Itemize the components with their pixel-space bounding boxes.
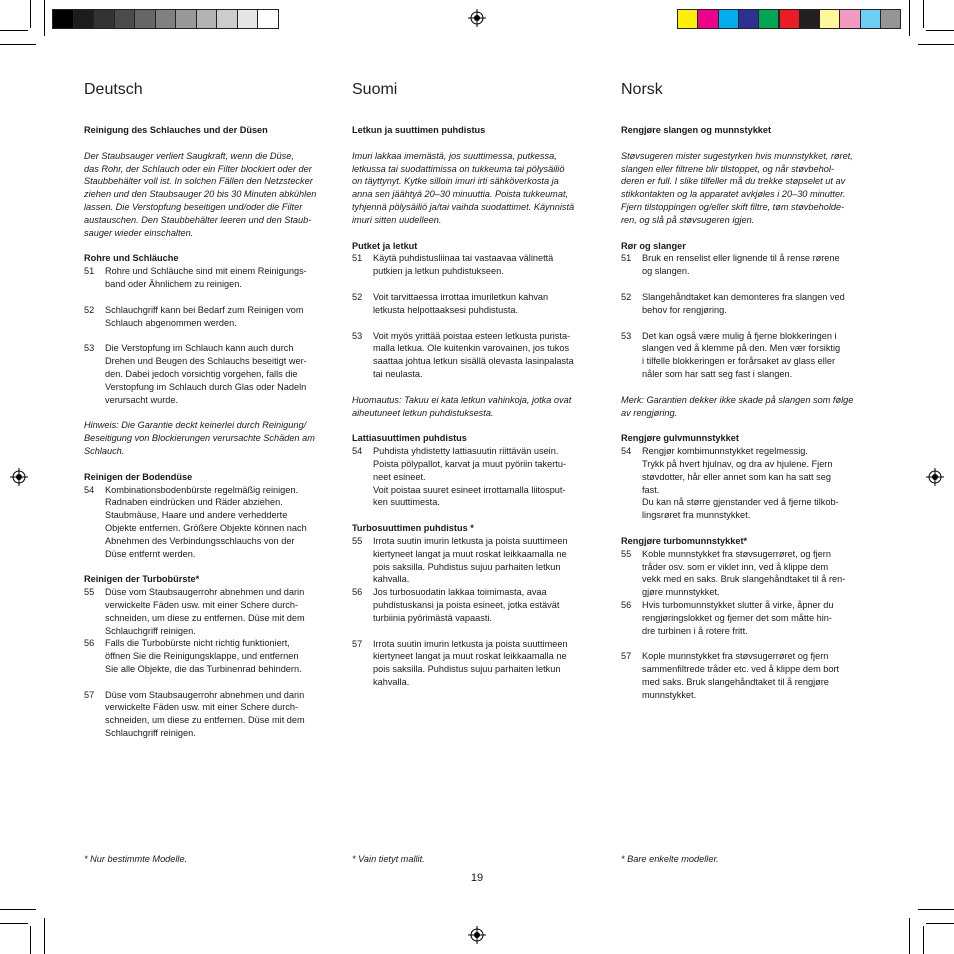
numbered-item <box>84 484 332 561</box>
text-line: munnstykket. <box>642 689 697 700</box>
crop-mark <box>30 0 31 28</box>
item-text <box>373 445 600 509</box>
item-text <box>642 599 869 637</box>
text-line: letkusta helpottaaksesi puhdistusta. <box>373 304 519 315</box>
italic-paragraph <box>621 394 869 420</box>
text-line: ziehen und den Staubsauger 20 bis 30 Minuten abkühlen <box>84 189 317 200</box>
section-heading: Rør og slanger <box>621 240 686 251</box>
item-text <box>105 637 332 675</box>
text-line: Koble munnstykket fra støvsugerrøret, og fjern <box>642 548 831 559</box>
text-line: tai neulasta. <box>373 368 423 379</box>
color-swatch <box>134 9 156 29</box>
text-line: ren, og slå på støvsugeren igjen. <box>621 214 755 225</box>
spacer <box>352 278 600 291</box>
spacer <box>621 637 869 650</box>
section-heading: Reinigen der Turbobürste* <box>84 574 200 585</box>
text-line: Kople munnstykket fra støvsugerrøret og fjern <box>642 651 829 662</box>
text-line: pois saksilla. Puhdistus sujuu parhaiten letkun <box>373 664 561 675</box>
spacer <box>84 329 332 342</box>
numbered-item <box>84 304 332 330</box>
text-line: Rohre und Schläuche sind mit einem Reinigungs- <box>105 266 307 277</box>
text-line: Irrota suutin imurin letkusta ja poista suuttimeen <box>373 638 568 649</box>
text-line: Rengjør kombimunnstykket regelmessig. <box>642 446 808 457</box>
column-body <box>621 124 869 701</box>
section-heading: Lattiasuuttimen puhdistus <box>352 433 467 444</box>
text-line: kiertyneet langat ja muut roskat leikkaamalla ne <box>373 651 567 662</box>
text-line: nåler som har satt seg fast i slangen. <box>642 368 793 379</box>
text-line: Irrota suutin imurin letkusta ja poista suuttimeen <box>373 535 568 546</box>
text-line: kiertyneet langat ja muut roskat leikkaamalla ne <box>373 548 567 559</box>
spacer <box>352 381 600 394</box>
text-line: Radnaben eindrücken und Räder abziehen. <box>105 497 283 508</box>
spacer <box>84 560 332 573</box>
spacer <box>84 291 332 304</box>
item-number: 53 <box>352 330 363 341</box>
item-number: 52 <box>84 304 95 315</box>
spacer <box>84 458 332 471</box>
color-swatch <box>93 9 115 29</box>
page-number: 19 <box>470 872 484 884</box>
crop-mark <box>926 923 954 924</box>
text-line: Voit poistaa suuret esineet irrottamalla liitosput- <box>373 484 566 495</box>
text-line: verwickelte Fäden usw. mit einer Schere durch- <box>105 702 299 713</box>
text-line: lingsrøret fra munnstykket. <box>642 510 751 521</box>
text-line: Kombinationsbodenbürste regelmäßig reinigen. <box>105 484 299 495</box>
color-swatch <box>52 9 74 29</box>
spacer <box>84 676 332 689</box>
text-line: Käytä puhdistusliinaa tai vastaavaa välinettä <box>373 253 554 264</box>
item-text <box>373 638 600 689</box>
text-line: sammenfiltrede tråder etc. ved å klippe dem bort <box>642 664 840 675</box>
text-line: Slangehåndtaket kan demonteres fra slangen ved <box>642 291 845 302</box>
section-heading: Rengjøre gulvmunnstykket <box>621 433 739 444</box>
spacer <box>352 227 600 240</box>
text-line: Schlauchgriff kann bei Bedarf zum Reinigen vom <box>105 304 304 315</box>
crop-mark <box>926 30 954 31</box>
text-line: Merk: Garantien dekker ikke skade på slangen som følge <box>621 394 854 405</box>
text-line: Fjern tilstoppingen og/eller skift filtre, tøm støvbeholde- <box>621 201 845 212</box>
item-text <box>373 330 600 381</box>
registration-mark-icon <box>10 468 28 486</box>
text-line: ken suuttimesta. <box>373 497 440 508</box>
text-line: Der Staubsauger verliert Saugkraft, wenn die Düse, <box>84 150 294 161</box>
column-body <box>84 124 332 740</box>
text-line: Drehen und Beugen des Schlauchs beseitigt wer- <box>105 356 307 367</box>
section-heading: Putket ja letkut <box>352 240 418 251</box>
text-line: Sie alle Objekte, die das Turbinenrad behindern. <box>105 663 302 674</box>
text-line: Hvis turbomunnstykket slutter å virke, åpner du <box>642 599 834 610</box>
text-line: Jos turbosuodatin lakkaa toimimasta, avaa <box>373 587 547 598</box>
text-line: slangen ved å klemme på den. Men vær forsiktig <box>642 343 841 354</box>
column-suomi <box>352 80 600 689</box>
text-line: Abnehmen des Verbindungsschlauchs von der <box>105 535 295 546</box>
item-number: 57 <box>84 689 95 700</box>
text-line: Bruk en renselist eller lignende til å rense rørene <box>642 253 840 264</box>
spacer <box>621 522 869 535</box>
numbered-item <box>352 291 600 317</box>
spacer <box>621 137 869 150</box>
spacer <box>84 137 332 150</box>
text-line: verursacht wurde. <box>105 394 179 405</box>
item-number: 51 <box>84 266 95 277</box>
text-line: Imuri lakkaa imemästä, jos suuttimessa, putkessa, <box>352 150 557 161</box>
item-number: 53 <box>84 343 95 354</box>
column-norsk <box>621 80 869 701</box>
color-swatch <box>114 9 136 29</box>
text-line: Poista pölypallot, karvat ja muut pyöriin takertu- <box>373 458 567 469</box>
footnote: * Bare enkelte modeller. <box>621 854 719 864</box>
numbered-item <box>621 252 869 278</box>
item-text <box>105 484 332 561</box>
numbered-item <box>352 586 600 624</box>
italic-paragraph <box>84 419 332 457</box>
numbered-item <box>84 689 332 740</box>
color-swatch <box>216 9 238 29</box>
text-line: austauschen. Den Staubbehälter leeren und den Staub- <box>84 214 312 225</box>
item-text <box>105 689 332 740</box>
color-swatch <box>779 9 800 29</box>
color-swatch <box>175 9 197 29</box>
crop-mark <box>918 44 954 45</box>
italic-paragraph <box>352 150 600 227</box>
crop-mark <box>44 0 45 36</box>
item-number: 55 <box>352 535 363 546</box>
text-line: Objekte entfernen. Größere Objekte können nach <box>105 522 307 533</box>
crop-mark <box>30 926 31 954</box>
item-number: 55 <box>84 587 95 598</box>
item-text <box>642 650 869 701</box>
text-line: kahvalla. <box>373 574 410 585</box>
color-swatch <box>758 9 779 29</box>
text-line: Schlauch abgenommen werden. <box>105 317 237 328</box>
color-swatch <box>860 9 881 29</box>
text-line: aiheutuneet letkun puhdistuksesta. <box>352 407 494 418</box>
section-heading: Rohre und Schläuche <box>84 253 179 264</box>
text-line: rengjøringslokket og fjerner det som måtte hin- <box>642 612 832 623</box>
section-heading: Rengjøre turbomunnstykket* <box>621 535 748 546</box>
spacer <box>352 509 600 522</box>
spacer <box>621 419 869 432</box>
item-text <box>642 252 869 278</box>
text-line: putkien ja letkun puhdistukseen. <box>373 266 504 277</box>
spacer <box>352 137 600 150</box>
text-line: imuri sitten uudelleen. <box>352 214 442 225</box>
text-line: Falls die Turbobürste nicht richtig funktioniert, <box>105 638 290 649</box>
numbered-item <box>621 650 869 701</box>
numbered-item <box>84 586 332 637</box>
spacer <box>352 419 600 432</box>
text-line: puhdistuskansi ja poista esineet, jotka estävät <box>373 599 560 610</box>
text-line: Düse entfernt werden. <box>105 548 196 559</box>
text-line: vekk med en saks. Bruk slangehåndtaket til å ren- <box>642 574 846 585</box>
item-number: 56 <box>621 599 632 610</box>
language-heading: Suomi <box>352 81 398 98</box>
item-text <box>642 548 869 599</box>
text-line: Schlauchgriff reinigen. <box>105 728 196 739</box>
text-line: fast. <box>642 484 660 495</box>
spacer <box>84 239 332 252</box>
spacer <box>621 227 869 240</box>
spacer <box>352 625 600 638</box>
color-swatch <box>196 9 218 29</box>
text-line: letkussa tai suodattimissa on tukkeuma tai pölysäiliö <box>352 163 565 174</box>
item-text <box>105 586 332 637</box>
text-line: malla letkua. Ole kuitenkin varovainen, jos tukos <box>373 343 570 354</box>
item-number: 56 <box>352 587 363 598</box>
color-swatch <box>738 9 759 29</box>
color-swatch <box>257 9 279 29</box>
text-line: schneiden, um diese zu entfernen. Düse mit dem <box>105 715 305 726</box>
text-line: av rengjøring. <box>621 407 678 418</box>
crop-mark <box>0 923 28 924</box>
item-number: 54 <box>84 484 95 495</box>
text-line: Düse vom Staubsaugerrohr abnehmen und darin <box>105 689 305 700</box>
text-line: pois saksilla. Puhdistus sujuu parhaiten letkun <box>373 561 561 572</box>
registration-mark-icon <box>468 926 486 944</box>
language-heading: Deutsch <box>84 81 143 98</box>
item-number: 54 <box>352 446 363 457</box>
section-heading: Turbosuuttimen puhdistus * <box>352 523 474 534</box>
text-line: i tilfelle blokkeringen er forårsaket av glass eller <box>642 356 836 367</box>
language-heading: Norsk <box>621 81 663 98</box>
item-text <box>373 535 600 586</box>
text-line: schneiden, um diese zu entfernen. Düse mit dem <box>105 612 305 623</box>
item-number: 57 <box>352 638 363 649</box>
crop-mark <box>44 918 45 954</box>
text-line: Die Verstopfung im Schlauch kann auch durch <box>105 343 294 354</box>
item-number: 56 <box>84 638 95 649</box>
italic-paragraph <box>352 394 600 420</box>
item-number: 53 <box>621 330 632 341</box>
item-number: 51 <box>621 253 632 264</box>
text-line: Schlauch. <box>84 445 125 456</box>
crop-mark <box>909 0 910 36</box>
text-line: med saks. Bruk slangehåndtaket til å rengjøre <box>642 676 829 687</box>
text-line: öffnen Sie die Reinigungsklappe, und entfernen <box>105 651 299 662</box>
crop-mark <box>923 0 924 28</box>
text-line: dre turbinen i å rotere fritt. <box>642 625 748 636</box>
numbered-item <box>621 548 869 599</box>
numbered-item <box>621 291 869 317</box>
color-swatch <box>697 9 718 29</box>
item-text <box>373 252 600 278</box>
color-swatch <box>839 9 860 29</box>
text-line: kahvalla. <box>373 676 410 687</box>
text-line: Staubbehälter voll ist. In solchen Fällen den Netzstecker <box>84 176 313 187</box>
item-text <box>105 265 332 291</box>
text-line: tråder osv. som er viklet inn, ved å klippe dem <box>642 561 829 572</box>
text-line: band oder Ähnlichem zu reinigen. <box>105 278 242 289</box>
numbered-item <box>352 445 600 509</box>
numbered-item <box>84 342 332 406</box>
text-line: Schlauchgriff reinigen. <box>105 625 196 636</box>
text-line: Voit myös yrittää poistaa esteen letkusta purista- <box>373 330 571 341</box>
text-line: neet esineet. <box>373 471 426 482</box>
item-text <box>105 342 332 406</box>
crop-mark <box>923 926 924 954</box>
text-line: Støvsugeren mister sugestyrken hvis munnstykket, røret, <box>621 150 853 161</box>
crop-mark <box>909 918 910 954</box>
color-swatch <box>155 9 177 29</box>
item-text <box>642 330 869 381</box>
text-line: deren er full. I slike tilfeller må du trekke støpselet ut av <box>621 176 846 187</box>
section-heading: Reinigung des Schlauches und der Düsen <box>84 125 268 135</box>
color-swatch <box>819 9 840 29</box>
crop-mark <box>0 44 36 45</box>
text-line: Beseitigung von Blockierungen verursachte Schäden am <box>84 433 315 444</box>
footnote: * Nur bestimmte Modelle. <box>84 854 188 864</box>
numbered-item <box>84 637 332 675</box>
text-line: Det kan også være mulig å fjerne blokkeringen i <box>642 330 837 341</box>
spacer <box>621 278 869 291</box>
numbered-item <box>352 330 600 381</box>
color-swatch <box>73 9 95 29</box>
section-heading: Letkun ja suuttimen puhdistus <box>352 125 486 135</box>
item-number: 51 <box>352 253 363 264</box>
text-line: saattaa johtua letkun sisällä olevasta lasinpalasta <box>373 356 574 367</box>
item-text <box>373 291 600 317</box>
color-swatch <box>799 9 820 29</box>
text-line: sauger wieder einschalten. <box>84 227 194 238</box>
item-number: 52 <box>352 291 363 302</box>
column-body <box>352 124 600 689</box>
numbered-item <box>621 599 869 637</box>
text-line: anna sen jäähtyä 20–30 minuuttia. Poista tukkeumat, <box>352 189 569 200</box>
color-swatch <box>880 9 901 29</box>
text-line: lassen. Die Verstopfung beseitigen und/oder die Filter <box>84 201 303 212</box>
item-number: 57 <box>621 651 632 662</box>
text-line: Trykk på hvert hjulnav, og dra av hjulene. Fjern <box>642 458 833 469</box>
text-line: Hinweis: Die Garantie deckt keinerlei durch Reinigung/ <box>84 420 307 431</box>
section-heading: Rengjøre slangen og munnstykket <box>621 125 772 135</box>
text-line: turbiinia pyörimästä vapaasti. <box>373 612 492 623</box>
numbered-item <box>352 535 600 586</box>
text-line: Voit tarvittaessa irrottaa imuriletkun kahvan <box>373 291 549 302</box>
text-line: tyhjennä pölysäiliö ja/tai vaihda suodattimet. Käynnistä <box>352 201 575 212</box>
spacer <box>621 381 869 394</box>
item-text <box>642 291 869 317</box>
numbered-item <box>352 252 600 278</box>
color-swatch <box>677 9 698 29</box>
text-line: das Rohr, der Schlauch oder ein Filter blockiert oder der <box>84 163 312 174</box>
text-line: og slangen. <box>642 266 690 277</box>
text-line: Huomautus: Takuu ei kata letkun vahinkoja, jotka ovat <box>352 394 572 405</box>
text-line: Düse vom Staubsaugerrohr abnehmen und darin <box>105 587 305 598</box>
spacer <box>84 406 332 419</box>
crop-mark <box>0 30 28 31</box>
text-line: behov for rengjøring. <box>642 304 727 315</box>
text-line: den. Dabei jedoch vorsichtig vorgehen, falls die <box>105 368 298 379</box>
text-line: støvdotter, hår eller annet som kan ha satt seg <box>642 471 831 482</box>
numbered-item <box>621 330 869 381</box>
text-line: slangen eller filtrene blir tilstoppet, og når støvbehol- <box>621 163 834 174</box>
numbered-item <box>352 638 600 689</box>
footnote: * Vain tietyt mallit. <box>352 854 425 864</box>
italic-paragraph <box>621 150 869 227</box>
text-line: Verstopfung im Schlauch durch Glas oder Nadeln <box>105 381 307 392</box>
spacer <box>621 317 869 330</box>
item-text <box>105 304 332 330</box>
text-line: Staubmäuse, Haare und andere verhedderte <box>105 510 288 521</box>
item-number: 55 <box>621 548 632 559</box>
section-heading: Reinigen der Bodendüse <box>84 471 193 482</box>
text-line: on täyttynyt. Kytke silloin imuri irti sähköverkosta ja <box>352 176 559 187</box>
crop-mark <box>918 909 954 910</box>
text-line: Du kan nå større gjenstander ved å fjerne tilkob- <box>642 497 839 508</box>
crop-mark <box>0 909 36 910</box>
spacer <box>352 317 600 330</box>
item-text <box>642 445 869 522</box>
text-line: Puhdista yhdistetty lattiasuutin riittävän usein. <box>373 446 559 457</box>
italic-paragraph <box>84 150 332 240</box>
registration-mark-icon <box>468 9 486 27</box>
registration-mark-icon <box>926 468 944 486</box>
item-number: 52 <box>621 291 632 302</box>
color-swatch <box>237 9 259 29</box>
item-text <box>373 586 600 624</box>
column-deutsch <box>84 80 332 740</box>
numbered-item <box>621 445 869 522</box>
text-line: verwickelte Fäden usw. mit einer Schere durch- <box>105 599 299 610</box>
text-line: gjøre munnstykket. <box>642 587 720 598</box>
color-swatch <box>718 9 739 29</box>
numbered-item <box>84 265 332 291</box>
item-number: 54 <box>621 446 632 457</box>
text-line: stikkontakten og la apparatet avkjøles i 20–30 minutter. <box>621 189 846 200</box>
